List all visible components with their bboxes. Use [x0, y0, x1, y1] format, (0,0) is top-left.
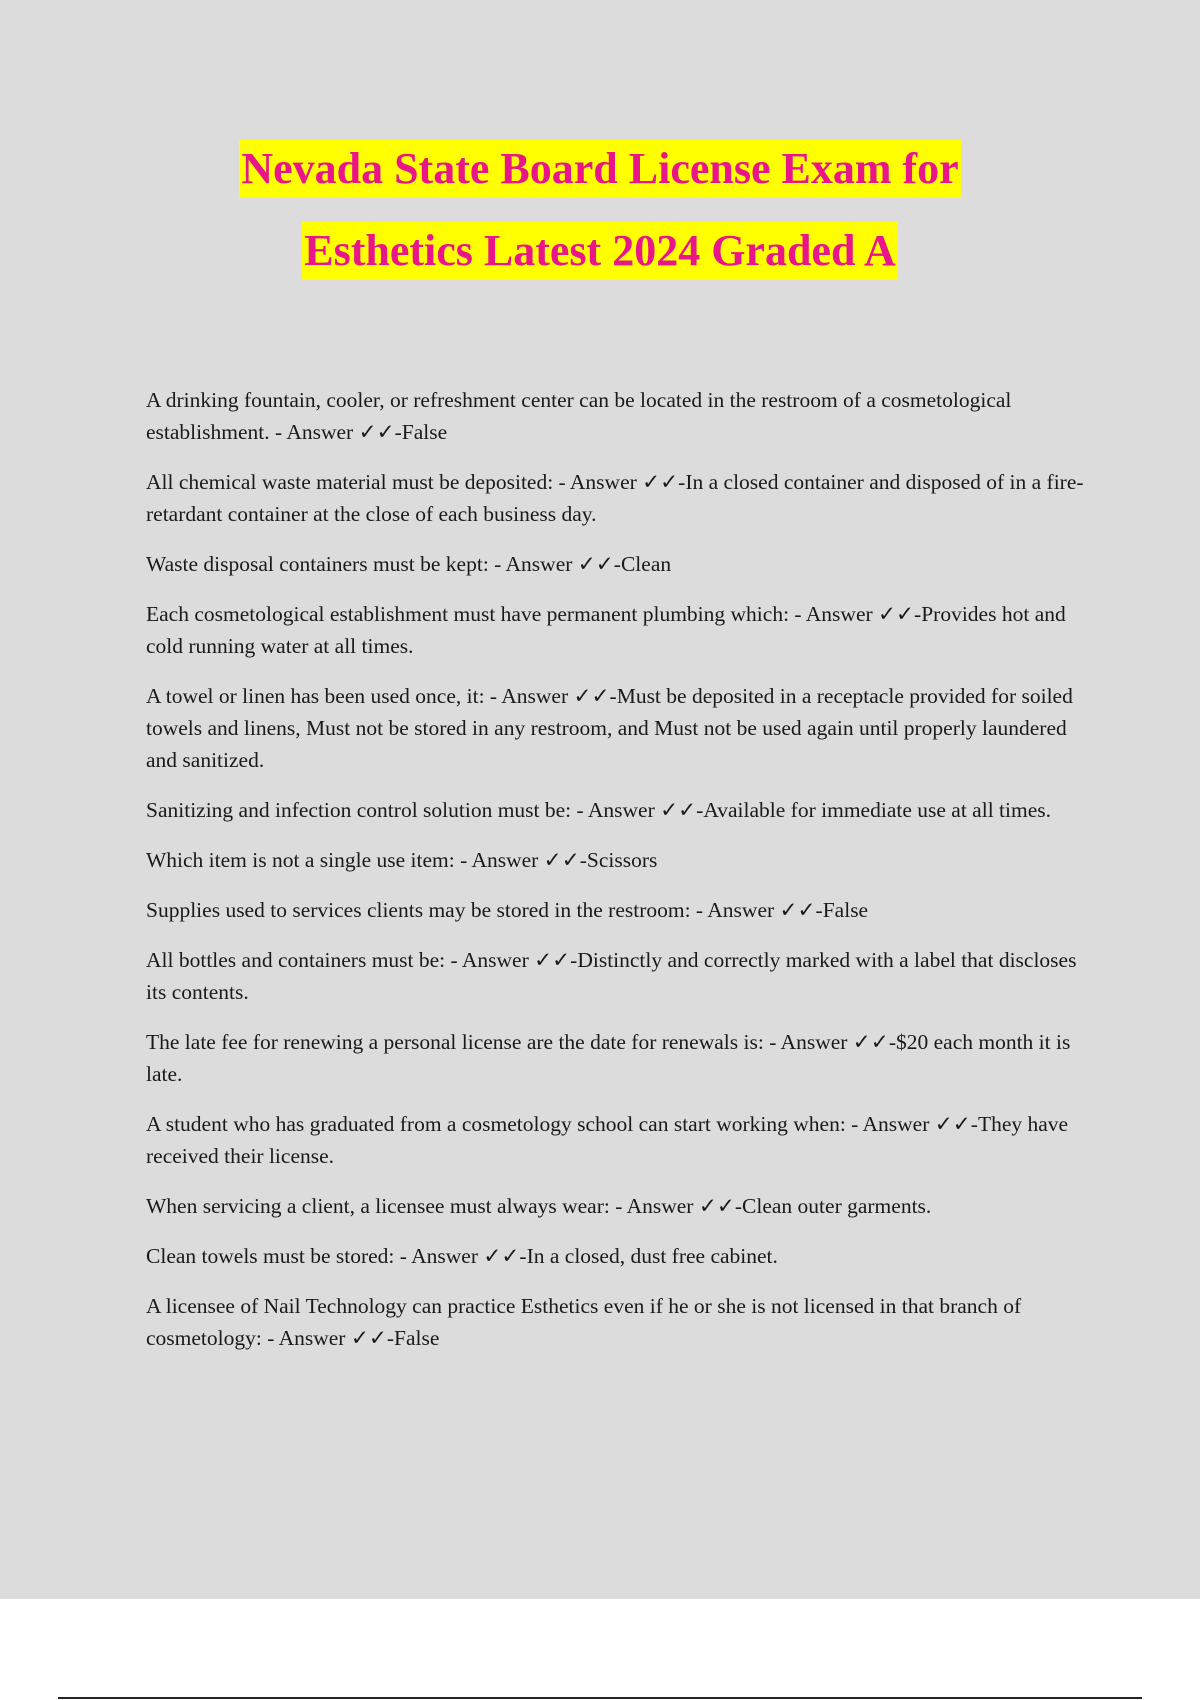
question-text: A drinking fountain, cooler, or refreshment center can be located in the restroom of a cosmetological establishment. -: [146, 388, 1012, 444]
qa-item: [146, 944, 1091, 1008]
qa-item: [146, 384, 1091, 448]
question-text: Supplies used to services clients may be stored in the restroom: -: [146, 898, 708, 922]
question-answer-list: [146, 384, 1091, 1372]
answer-label: Answer ✓✓-: [286, 420, 402, 444]
answer-label: Answer ✓✓-: [411, 1244, 527, 1268]
question-text: A towel or linen has been used once, it: -: [146, 684, 502, 708]
qa-item: [146, 680, 1091, 776]
question-text: Which item is not a single use item: -: [146, 848, 472, 872]
answer-label: Answer ✓✓-: [780, 1030, 896, 1054]
question-text: Each cosmetological establishment must have permanent plumbing which: -: [146, 602, 806, 626]
answer-label: Answer ✓✓-: [707, 898, 823, 922]
question-text: The late fee for renewing a personal license are the date for renewals is: -: [146, 1030, 781, 1054]
answer-text: Distinctly and correctly marked with a label that discloses its contents.: [146, 948, 1077, 1004]
qa-item: [146, 844, 1091, 876]
answer-label: Answer ✓✓-: [505, 552, 621, 576]
question-text: A student who has graduated from a cosmetology school can start working when: -: [146, 1112, 863, 1136]
question-text: A licensee of Nail Technology can practice Esthetics even if he or she is not licensed in that branch of cosmetology: -: [146, 1294, 1022, 1350]
answer-label: Answer ✓✓-: [587, 798, 704, 822]
answer-text: Provides hot and cold running water at all times.: [146, 602, 1066, 658]
qa-item: [146, 466, 1091, 530]
answer-label: Answer ✓✓-: [569, 470, 686, 494]
qa-item: [146, 894, 1091, 926]
answer-text: False: [401, 420, 448, 444]
qa-item: [146, 1190, 1091, 1222]
question-text: All chemical waste material must be deposited: -: [146, 470, 570, 494]
answer-text: False: [394, 1326, 440, 1350]
question-text: When servicing a client, a licensee must always wear: -: [146, 1194, 627, 1218]
answer-text: $20 each month it is late.: [146, 1030, 1071, 1086]
answer-text: Available for immediate use at all times.: [703, 798, 1051, 822]
answer-text: Scissors: [586, 848, 658, 872]
question-text: Sanitizing and infection control solution must be: -: [146, 798, 588, 822]
answer-label: Answer ✓✓-: [471, 848, 587, 872]
answer-label: Answer ✓✓-: [278, 1326, 395, 1350]
answer-text: Must be deposited in a receptacle provided for soiled towels and linens, Must not be stored in any restroom, and Must not be used again until properly laundered and sanitized.: [146, 684, 1073, 772]
answer-text: Clean: [620, 552, 672, 576]
title-line-1: Nevada State Board License Exam for: [239, 140, 960, 198]
answer-text: Clean outer garments.: [742, 1194, 932, 1218]
question-text: All bottles and containers must be: -: [146, 948, 462, 972]
qa-item: [146, 1240, 1091, 1272]
qa-item: [146, 548, 1091, 580]
qa-item: [146, 794, 1091, 826]
answer-text: In a closed, dust free cabinet.: [526, 1244, 778, 1268]
qa-item: [146, 598, 1091, 662]
document-title: [0, 140, 1200, 304]
question-text: Waste disposal containers must be kept: -: [146, 552, 506, 576]
answer-text: False: [822, 898, 869, 922]
qa-item: [146, 1290, 1091, 1354]
question-text: Clean towels must be stored: -: [146, 1244, 412, 1268]
answer-label: Answer ✓✓-: [805, 602, 922, 626]
footer-divider: [58, 1697, 1142, 1699]
answer-label: Answer ✓✓-: [501, 684, 617, 708]
qa-item: [146, 1108, 1091, 1172]
answer-text: They have received their license.: [146, 1112, 1069, 1168]
title-line-2: Esthetics Latest 2024 Graded A: [302, 222, 898, 280]
answer-label: Answer ✓✓-: [461, 948, 578, 972]
answer-text: In a closed container and disposed of in a fire-retardant container at the close of each business day.: [146, 470, 1084, 526]
answer-label: Answer ✓✓-: [626, 1194, 743, 1218]
qa-item: [146, 1026, 1091, 1090]
answer-label: Answer ✓✓-: [862, 1112, 978, 1136]
